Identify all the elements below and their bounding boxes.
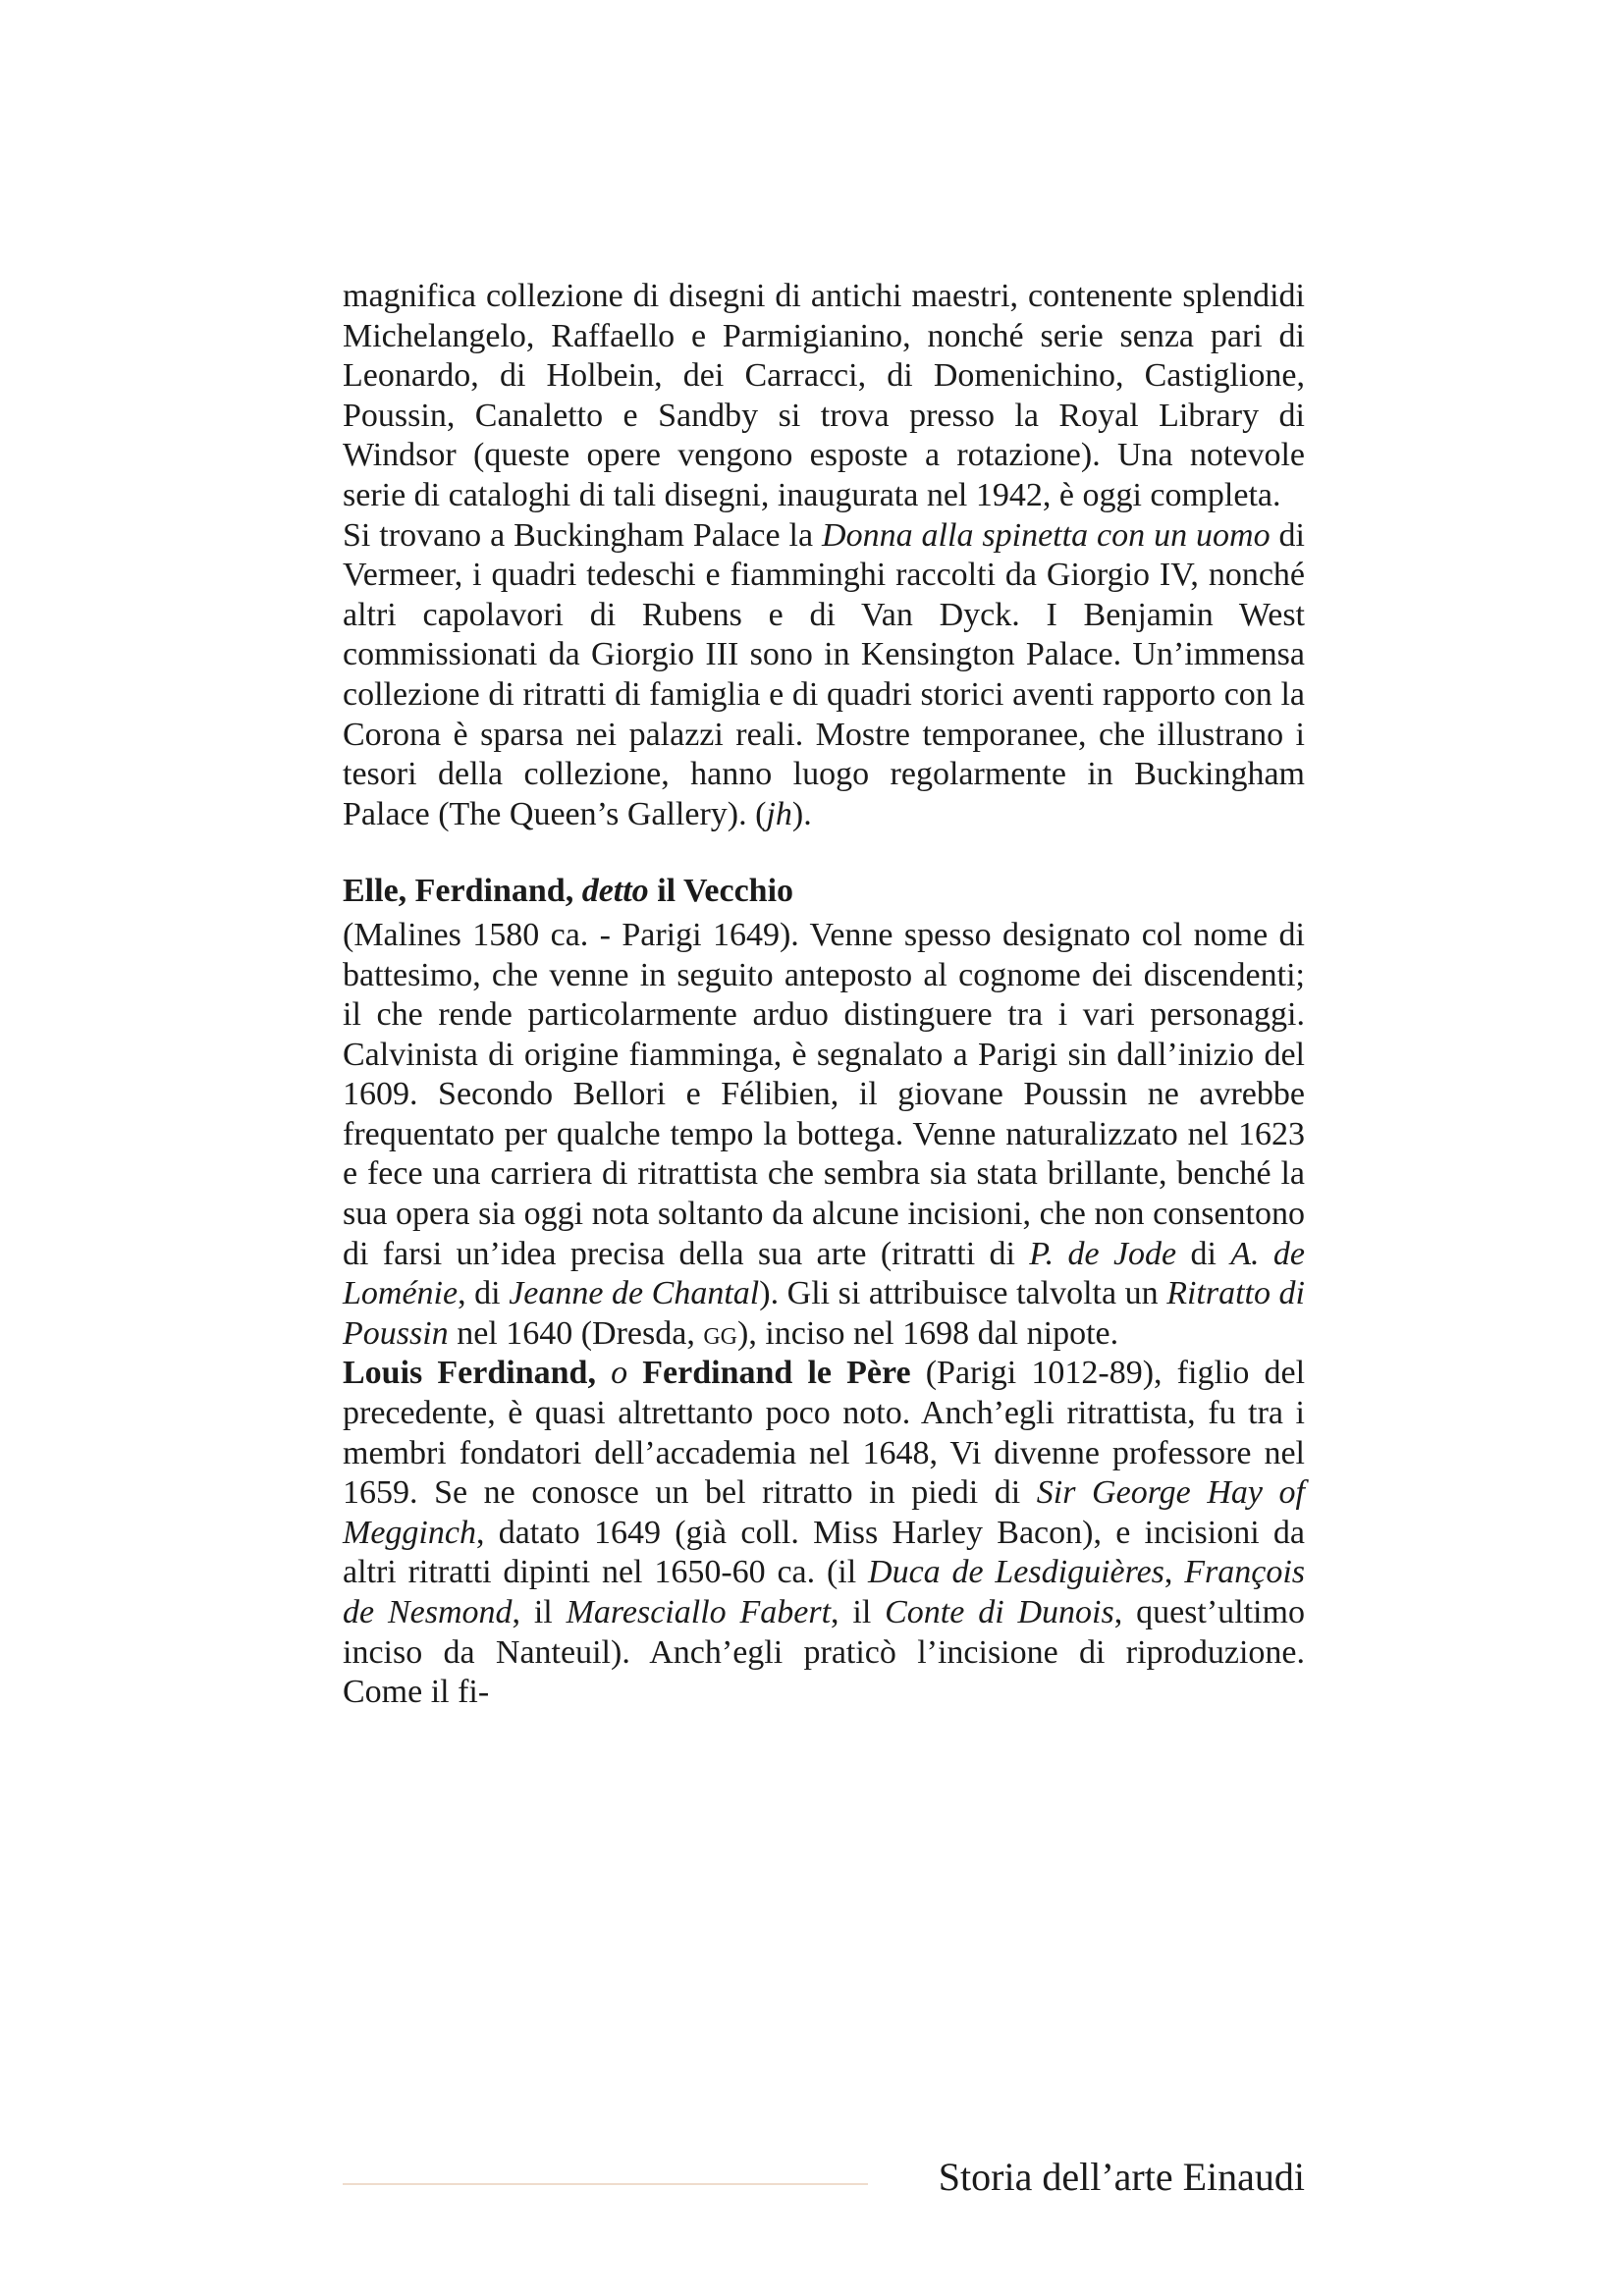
text-run-bold: il Vecchio — [648, 873, 794, 910]
text-run-bold: Elle, Ferdinand, — [343, 873, 582, 910]
text-run-bold: Louis Ferdinand, — [343, 1355, 596, 1392]
text-run-bold: Ferdinand le Père — [642, 1355, 911, 1392]
text-run-italic: P. de Jode — [1029, 1235, 1177, 1272]
body-paragraph — [343, 1354, 1305, 1712]
text-run-normal: di Vermeer, i quadri tedeschi e fiamminghi raccolti da Giorgio IV, nonché altri capolavori di Rubens e di Van Dyck. I Benjamin West commissionati da Giorgio III sono in Kensington Palace. Un’immensa collezione di ritratti di famiglia e di quadri storici aventi rapporto con la Corona è sparsa nei palazzi reali. Mostre temporanee, che illustrano i tesori della collezione, hanno luogo regolarmente in Buckingham Palace (The Queen’s Gallery). ( — [343, 516, 1305, 832]
text-run-normal: (Parigi 1012-89), figlio del precedente, è quasi altrettanto poco noto. Anch’egli ritrattista, fu tra i membri fondatori dell’accademia nel 1648, Vi divenne professore nel 1659. Se ne conosce un bel ritratto in piedi di — [343, 1355, 1306, 1512]
text-run-normal: , il — [512, 1594, 567, 1630]
text-run-normal: ), inciso nel 1698 dal nipote. — [737, 1314, 1119, 1352]
text-run-normal: di — [1176, 1235, 1231, 1272]
text-run-italic: o — [611, 1355, 628, 1392]
text-run-normal: (Malines 1580 ca. - Parigi 1649). Venne spesso designato col nome di battesimo, che venne in seguito anteposto al cognome dei discendenti; il che rende particolarmente arduo distinguere tra i vari personaggi. Calvinista di origine fiamminga, è segnalato a Parigi sin dall’inizio del 1609. Secondo Bellori e Félibien, il giovane Poussin ne avrebbe frequentato per qualche tempo la bottega. Venne naturalizzato nel 1623 e fece una carriera di ritrattista che sembra sia stata brillante, benché la sua opera sia oggi nota soltanto da alcune incisioni, che non consentono di farsi un’idea precisa della sua arte (ritratti di — [343, 916, 1305, 1272]
text-run-normal: , datato 1649 (già coll. Miss Harley Bacon), e incisioni da altri ritratti dipinti nel 1650-60 ca. (il — [343, 1514, 1305, 1591]
text-column — [343, 277, 1305, 1713]
text-run-normal — [627, 1355, 642, 1391]
text-run-italic: Sir George Hay of Megginch — [343, 1474, 1305, 1551]
text-run-italic: jh — [766, 795, 792, 832]
text-run-italic: detto — [581, 873, 649, 910]
text-run-italic: A. de Loménie — [343, 1235, 1305, 1312]
text-run-italic: Duca de Lesdiguières — [868, 1554, 1164, 1591]
text-run-normal: , di — [458, 1275, 510, 1312]
page-footer — [0, 2140, 1623, 2209]
text-run-normal: magnifica collezione di disegni di antichi maestri, contenente splendidi Michelangelo, Raffaello e Parmigianino, nonché serie senza pari di Leonardo, di Holbein, dei Carracci, di Domenichino, Castiglione, Poussin, Canaletto e Sandby si trova presso la Royal Library di Windsor (queste opere vengono esposte a rotazione). Una notevole serie di cataloghi di tali disegni, inaugurata nel 1942, è oggi completa. — [343, 278, 1305, 513]
body-paragraph — [343, 516, 1305, 835]
entry-heading — [343, 872, 1305, 912]
text-run-normal: , — [1163, 1554, 1185, 1591]
body-paragraph — [343, 916, 1305, 1355]
text-run-italic: Jeanne de Chantal — [509, 1275, 760, 1312]
text-run-normal: ). Gli si attribuisce talvolta un — [759, 1275, 1167, 1312]
text-run-normal: ). — [791, 795, 812, 832]
text-run-normal: Si trovano a Buckingham Palace la — [343, 516, 823, 554]
footer-publication-title: Storia dell’arte Einaudi — [938, 2155, 1305, 2199]
text-run-normal: nel 1640 (Dresda, — [448, 1314, 704, 1352]
text-run-normal: , il — [831, 1594, 886, 1630]
text-run-italic: Ritratto di Poussin — [343, 1275, 1306, 1352]
text-run-italic: Donna alla spinetta con un uomo — [822, 516, 1271, 554]
footer-rule — [343, 2183, 868, 2185]
text-run-italic: Conte di Dunois — [885, 1594, 1114, 1630]
body-paragraph — [343, 277, 1305, 516]
text-run-normal: , quest’ultimo inciso da Nanteuil). Anch’egli praticò l’incisione di riproduzione. Come il fi- — [343, 1594, 1305, 1711]
text-run-normal — [596, 1355, 611, 1391]
text-run-italic: Maresciallo Fabert — [566, 1594, 832, 1630]
text-run-italic: François de Nesmond — [343, 1554, 1306, 1630]
text-run-smallcaps: gg — [703, 1314, 738, 1352]
